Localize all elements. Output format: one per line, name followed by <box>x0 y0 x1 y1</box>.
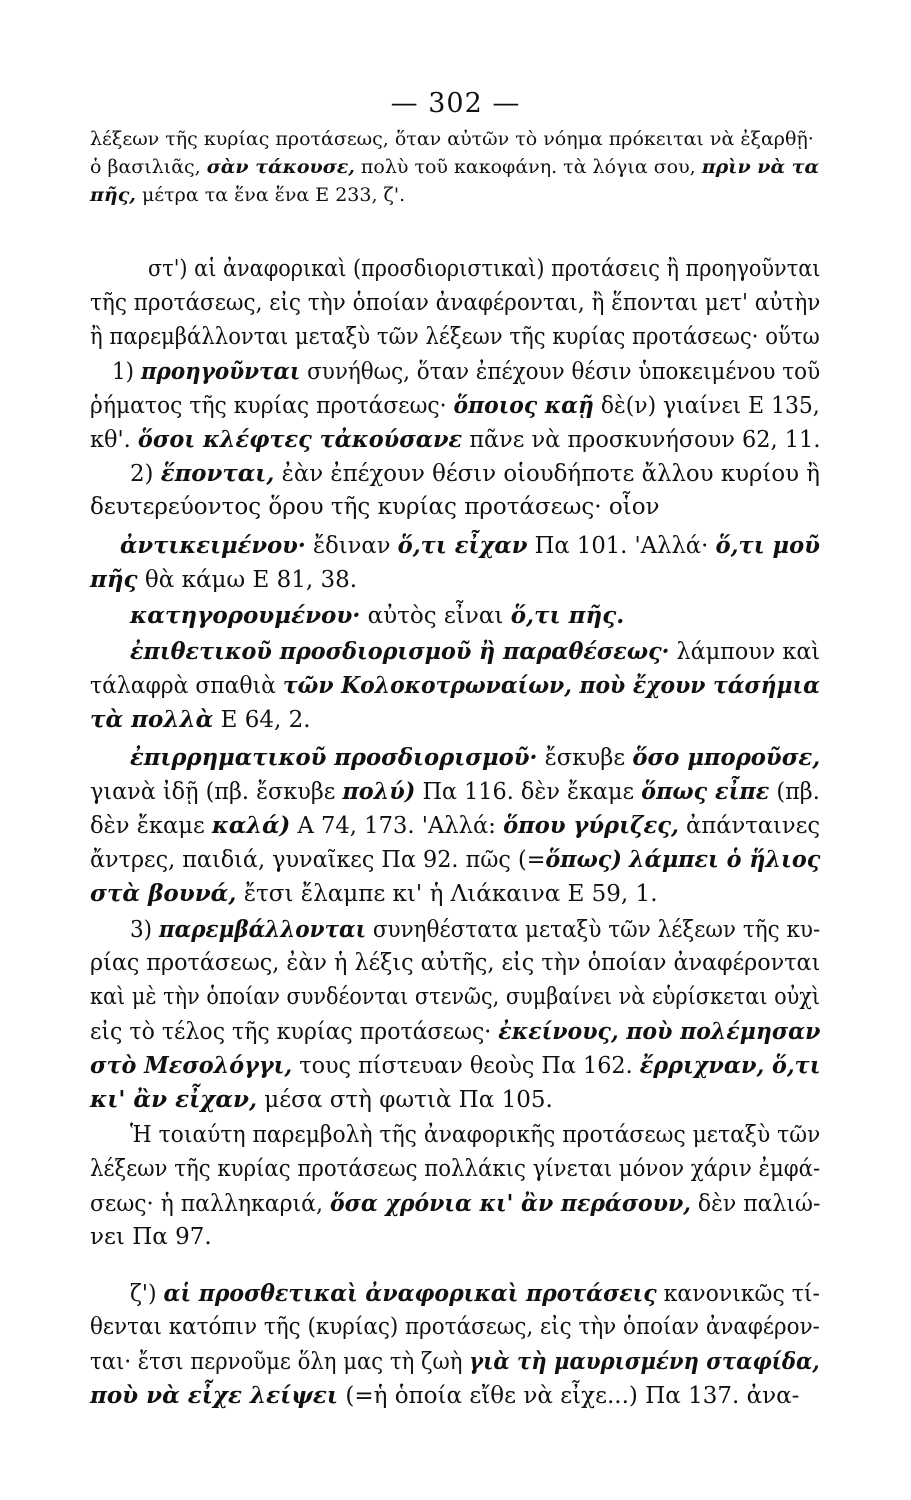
text-segment: δὲν ἔκαμε <box>90 813 212 839</box>
text-segment: δευτερεύοντος ὅρου τῆς κυρίας προτάσεως· οἷον <box>90 494 660 520</box>
text-line <box>90 1088 553 1112</box>
text-segment: ἔδιναν <box>305 533 398 559</box>
text-line <box>90 428 820 452</box>
text-line <box>90 130 814 149</box>
text-segment: Πα 116. δὲν ἔκαμε <box>415 779 642 805</box>
text-segment: τῆς προτάσεως, εἰς τὴν ὁποίαν ἀναφέρονται, ἢ ἕπονται μετ' αὐτὴν <box>90 290 821 316</box>
emphasized-text: πρὶν νὰ τα <box>701 156 820 178</box>
emphasized-text: ὅποιος καῇ <box>453 392 594 419</box>
text-segment: ἀπάνταινες <box>678 813 821 839</box>
emphasized-text: αἱ προσθετικαὶ ἀναφορικαὶ προτάσεις <box>163 1280 657 1307</box>
text-segment: μέσα στὴ φωτιὰ Πα 105. <box>257 1087 553 1113</box>
text-segment: κανονικῶς τί- <box>656 1281 820 1307</box>
emphasized-text: κατηγορουμένου· <box>130 602 361 629</box>
text-line <box>90 814 820 838</box>
emphasized-text: λάμπει ὁ ἥλιος <box>629 846 821 873</box>
text-segment: τάλαφρὰ σπαθιὰ <box>90 673 283 699</box>
text-line <box>90 158 819 177</box>
text-segment: στ') αἱ ἀναφορικαὶ (προσδιοριστικαὶ) προτάσεις ἢ προηγοῦνται <box>148 256 821 282</box>
emphasized-text: στὸ Μεσολόγγι, <box>90 1052 293 1079</box>
emphasized-text: προηγοῦνται <box>140 358 301 385</box>
text-segment: 1) <box>112 359 141 385</box>
text-line <box>90 708 311 732</box>
text-segment: πᾶνε νὰ προσκυνήσουν 62, 11. <box>462 427 821 453</box>
text-segment: δὲν παλιώ- <box>690 1191 821 1217</box>
text-line <box>130 604 624 628</box>
text-segment: δὲ(ν) γιαίνει Ε 135, <box>593 393 820 419</box>
text-segment: Ἡ τοιαύτη παρεμβολὴ τῆς ἀναφορικῆς προτάσεως μεταξὺ τῶν <box>130 1122 821 1148</box>
text-line <box>112 360 820 384</box>
text-segment: ζ') <box>130 1281 164 1307</box>
text-segment: λάμπουν καὶ <box>669 639 821 665</box>
text-segment: συνηθέστατα μεταξὺ τῶν λέξεων τῆς κυ- <box>365 917 821 943</box>
emphasized-text: ὅ,τι εἶχαν <box>397 532 528 559</box>
emphasized-text: ὅ,τι πῆς. <box>510 602 625 629</box>
text-segment: ὁ βασιλιᾶς, <box>90 156 207 178</box>
text-segment: (πβ. <box>769 779 820 805</box>
text-line <box>90 882 658 906</box>
text-segment: ἔσκυβε <box>537 745 633 771</box>
text-segment: ἐὰν ἐπέχουν θέσιν οἱουδήποτε ἄλλου κυρίου ἢ <box>274 461 820 487</box>
text-segment: ἔτσι ἔλαμπε κι' ἡ Λιάκαινα Ε 59, 1. <box>236 881 658 907</box>
text-segment: Πα 101. 'Αλλά· <box>527 533 716 559</box>
text-segment: ῥήματος τῆς κυρίας προτάσεως· <box>90 393 454 419</box>
text-line <box>90 1158 820 1181</box>
text-line <box>90 674 820 698</box>
emphasized-text: σὰν τάκουσε, <box>206 156 355 178</box>
emphasized-text: ἔρριχναν, ὅ,τι <box>639 1052 821 1079</box>
emphasized-text: ἕπονται, <box>160 460 275 487</box>
emphasized-text: ὅπου γύριζες, <box>503 812 679 839</box>
text-segment: ἢ παρεμβάλλονται μεταξὺ τῶν λέξεων τῆς κυρίας προτάσεως· οὕτω <box>90 324 820 350</box>
text-segment: θενται κατόπιν τῆς (κυρίας) προτάσεως, εἰς τὴν ὁποίαν ἀναφέρον- <box>90 1314 820 1340</box>
emphasized-text: τῶν Κολοκοτρωναίων, ποὺ ἔχουν τάσήμια <box>282 672 820 699</box>
emphasized-text: κι' ἂν εἶχαν, <box>90 1086 257 1113</box>
page-number: — 302 — <box>390 88 521 119</box>
text-line <box>90 186 405 205</box>
emphasized-text: πολύ) <box>342 778 416 805</box>
emphasized-text: παρεμβάλλονται <box>158 916 366 943</box>
text-line <box>90 292 820 315</box>
text-line <box>90 1192 820 1216</box>
text-segment: λέξεων τῆς κυρίας προτάσεως, ὅταν αὐτῶν τὸ νόημα πρόκειται νὰ ἐξαρθῇ· <box>90 128 814 150</box>
text-line <box>90 1226 212 1249</box>
emphasized-text: ὅπως εἶπε <box>641 778 770 805</box>
text-line <box>148 258 820 281</box>
text-line <box>90 394 820 418</box>
text-segment: 2) <box>130 461 161 487</box>
text-segment: Α 74, 173. 'Αλλά: <box>290 813 504 839</box>
text-segment: τους πίστευαν θεοὺς Πα 162. <box>292 1053 640 1079</box>
text-line <box>130 640 820 664</box>
emphasized-text: ὅσα χρόνια κι' ἂν περάσουν, <box>329 1190 691 1217</box>
text-line <box>130 462 820 486</box>
text-segment: (=ἡ ὁποία εἴθε νὰ εἶχε...) Πα 137. ἀνα- <box>338 1383 800 1409</box>
emphasized-text: ὅπως) <box>545 846 622 873</box>
text-line <box>90 326 820 349</box>
text-segment: γιανὰ ἰδῇ (πβ. ἔσκυβε <box>90 779 343 805</box>
text-line <box>90 780 820 804</box>
text-line <box>130 918 820 942</box>
emphasized-text: ἀντικειμένου· <box>120 532 306 559</box>
text-line <box>90 1350 820 1374</box>
text-line <box>90 496 660 519</box>
text-line <box>90 1316 820 1339</box>
text-segment: ἄντρες, παιδιά, γυναῖκες Πα 92. πῶς (= <box>90 847 546 873</box>
emphasized-text: πῆς <box>90 566 138 593</box>
emphasized-text: πῆς, <box>90 184 136 206</box>
text-segment <box>622 847 629 873</box>
text-line <box>130 1124 820 1147</box>
text-segment: κθ'. <box>90 427 138 453</box>
text-segment: καὶ μὲ τὴν ὁποίαν συνδέονται στενῶς, συμβαίνει νὰ εὑρίσκεται οὐχὶ <box>90 984 821 1010</box>
emphasized-text: γιὰ τὴ μαυρισμένη σταφίδα, <box>469 1348 820 1375</box>
text-line <box>120 534 820 558</box>
emphasized-text: ὅσο μποροῦσε, <box>632 744 821 771</box>
emphasized-text: ὅ,τι μοῦ <box>715 532 820 559</box>
text-line <box>90 986 820 1009</box>
emphasized-text: τὰ πολλὰ <box>90 706 214 733</box>
text-segment: πολὺ τοῦ κακοφάνη. τὰ λόγια σου, <box>354 156 702 178</box>
emphasized-text: ἐπιθετικοῦ προσδιορισμοῦ ἢ παραθέσεως· <box>130 638 670 665</box>
text-line <box>90 952 820 975</box>
emphasized-text: ὅσοι κλέφτες τἀκούσανε <box>137 426 463 453</box>
emphasized-text: καλά) <box>211 812 291 839</box>
text-segment: συνήθως, ὅταν ἐπέχουν θέσιν ὑποκειμένου τοῦ <box>300 359 821 385</box>
text-line <box>130 1282 820 1306</box>
text-segment: 3) <box>130 917 159 943</box>
text-segment: ται· ἔτσι περνοῦμε ὅλη μας τὴ ζωὴ <box>90 1349 470 1375</box>
text-segment: εἰς τὸ τέλος τῆς κυρίας προτάσεως· <box>90 1019 499 1045</box>
text-segment: σεως· ἡ παλληκαριά, <box>90 1191 330 1217</box>
emphasized-text: ἐπιρρηματικοῦ προσδιορισμοῦ· <box>130 744 538 771</box>
text-segment: αὐτὸς εἶναι <box>360 603 511 629</box>
text-line <box>90 568 357 592</box>
text-segment: νει Πα 97. <box>90 1224 212 1250</box>
text-segment: ρίας προτάσεως, ἐὰν ἡ λέξις αὐτῆς, εἰς τὴν ὁποίαν ἀναφέρονται <box>90 950 821 976</box>
text-segment: Ε 64, 2. <box>213 707 311 733</box>
text-line <box>90 1054 820 1078</box>
emphasized-text: στὰ βουνά, <box>90 880 237 907</box>
text-segment: θὰ κάμω Ε 81, 38. <box>137 567 358 593</box>
text-line <box>90 848 820 872</box>
text-segment: λέξεων τῆς κυρίας προτάσεως πολλάκις γίνεται μόνον χάριν ἐμφά- <box>90 1156 821 1182</box>
text-segment: μέτρα τα ἕνα ἕνα Ε 233, ζ'. <box>135 184 406 206</box>
text-line <box>90 1384 799 1408</box>
emphasized-text: ποὺ νὰ εἶχε λείψει <box>90 1382 339 1409</box>
text-line <box>130 746 820 770</box>
text-line <box>90 1020 820 1044</box>
emphasized-text: ἐκείνους, ποὺ πολέμησαν <box>498 1018 821 1045</box>
